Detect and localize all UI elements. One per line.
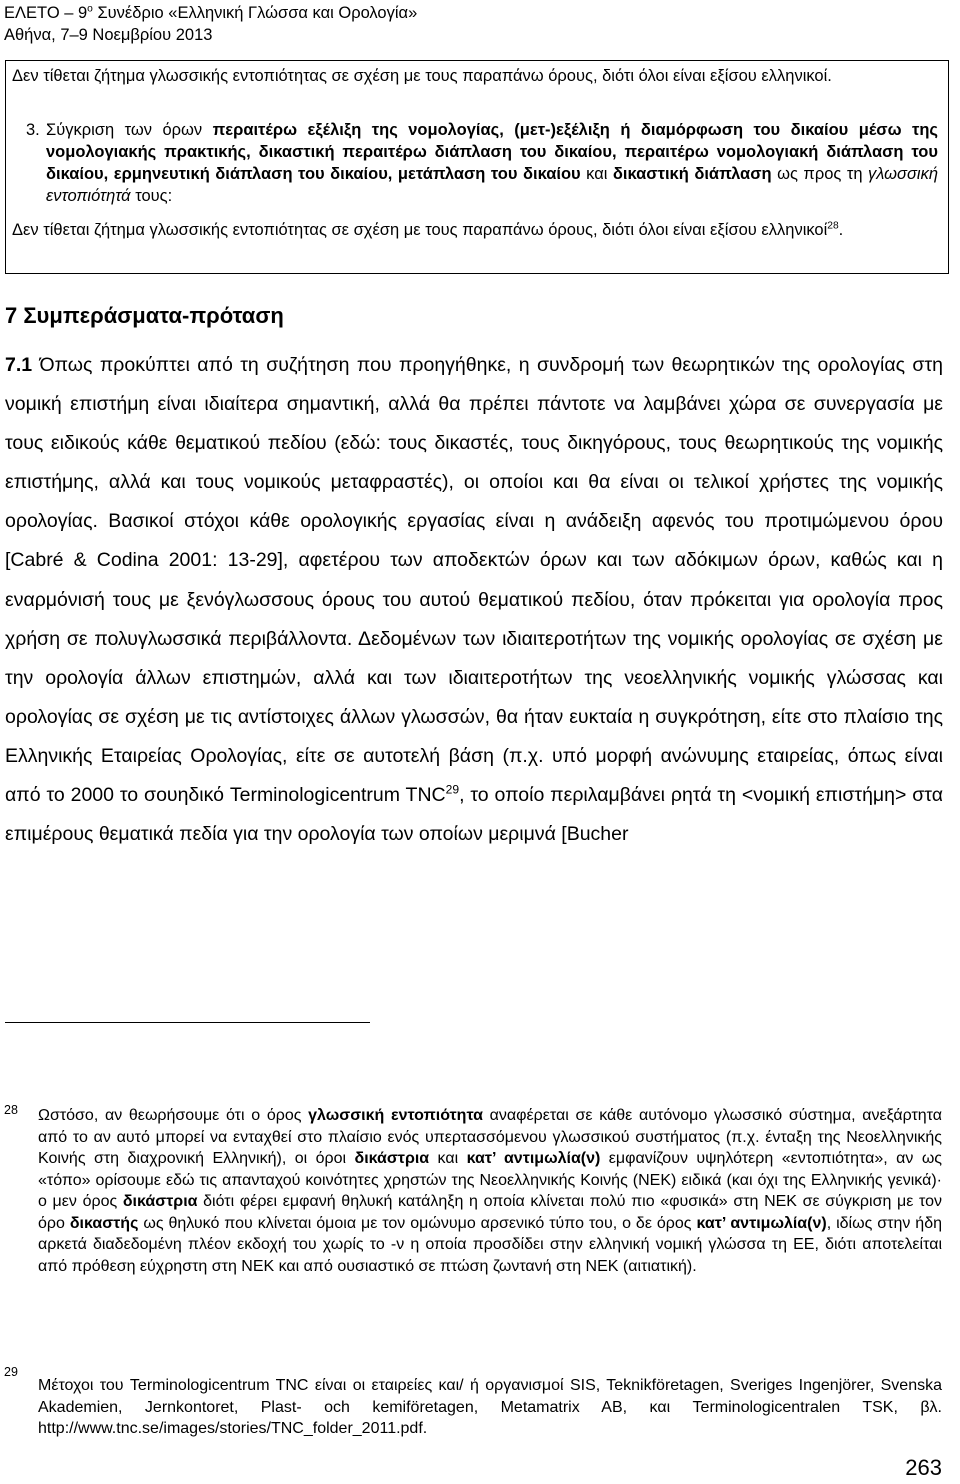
- header-conference: ΕΛΕΤΟ – $9^o$ Συνέδριο «Ελληνική Γλώσσα και Ορολογία»: [4, 3, 418, 22]
- footnote-separator: [5, 1022, 370, 1023]
- footnote-29-number: 29: [4, 1365, 18, 1379]
- footnote-ref-29[interactable]: 29: [445, 782, 460, 797]
- box-paragraph-3: Δεν τίθεται ζήτημα γλωσσικής εντοπιότητας σε σχέση με τους παραπάνω όρους, διότι όλοι είναι εξίσου ελληνικοί$^{28}$.: [12, 220, 844, 239]
- body-paragraph: 7.1 Όπως προκύπτει από τη συζήτηση που προηγήθηκε, η συνδρομή των θεωρητικών της ορολογίας στη νομική επιστήμη είναι ιδιαίτερα σημαντική, αλλά θα πρέπει πάντοτε να λαμβάνει χώρα σε συνεργασία με τους ειδικούς κάθε θεματικού πεδίου (εδώ: τους δικαστές, τους δικηγόρους, τους θεωρητικούς της νομικής επιστήμης, αλλά και τους νομικούς μεταφραστές), οι οποίοι και θα είναι οι τελικοί χρήστες της νομικής ορολογίας. Βασικοί στόχοι κάθε ορολογικής εργασίας είναι η ανάδειξη αφενός του προτιμώμενου όρου [Cabré & Codina 2001: 13-29], αφετέρου των αποδεκτών όρων και των αδόκιμων όρων, καθώς και η εναρμόνισή τους με ξενόγλωσσους όρους του αυτού θεματικού πεδίου, όταν πρόκειται για ορολογία προς χρήση σε πολυγλωσσικά περιβάλλοντα. Δεδομένων των ιδιαιτεροτήτων της νομικής ορολογίας σε σχέση με την ορολογία άλλων επιστημών, αλλά και των ιδιαιτεροτήτων της νεοελληνικής νομικής γλώσσας και ορολογίας σε σχέση με τις αντίστοιχες άλλων γλωσσών, θα ήταν ευκταία η συγκρότηση, είτε στο πλαίσιο της Ελληνικής Εταιρείας Ορολογίας, είτε σε αυτοτελή βάση (π.χ. υπό μορφή ανώνυμης εταιρείας, όπως είναι από το 2000 το σουηδικό Terminologicentrum TNC$^{29}$, το οποίο περιλαμβάνει ρητά τη <νομική επιστήμη> στα επιμέρους θεματικά πεδία για την ορολογία των οποίων μεριμνά [Bucher: [5, 354, 944, 846]
- box-paragraph-1: Δεν τίθεται ζήτημα γλωσσικής εντοπιότητας σε σχέση με τους παραπάνω όρους, διότι όλοι είναι εξίσου ελληνικοί.: [12, 67, 832, 85]
- section-heading: 7 Συμπεράσματα-πρόταση: [5, 303, 284, 328]
- header-date: Αθήνα, 7–9 Νοεμβρίου 2013: [4, 26, 213, 44]
- bordered-box: [5, 60, 949, 274]
- paragraph-number: 7.1: [5, 354, 33, 376]
- footnote-29: Μέτοχοι του Terminologicentrum TNC είναι οι εταιρείες και/ ή οργανισμοί SIS, Teknikföretagen, Sveriges Ingenjörer, Svenska Akademien, Jernkontoret, Plast- och kemiföretagen, Metamatrix AB, και Terminologicentralen TSK, βλ. http://www.tnc.se/images/stories/TNC_folder_2011.pdf.: [38, 1377, 942, 1437]
- list-number: 3.: [26, 121, 40, 139]
- footnote-ref-28[interactable]: 28: [827, 220, 839, 232]
- running-header: [4, 2, 417, 46]
- page-number: 263: [905, 1455, 942, 1480]
- footnote-28-number: 28: [4, 1103, 18, 1117]
- list-item-text: Σύγκριση των όρων περαιτέρω εξέλιξη της νομολογίας, (μετ-)εξέλιξη ή διαμόρφωση του δικαίου μέσω της νομολογιακής πρακτικής, δικαστική περαιτέρω διάπλαση του δικαίου, περαιτέρω νομολογιακή διάπλαση του δικαίου, ερμηνευτική διάπλαση του δικαίου, μετάπλαση του δικαίου και δικαστική διάπλαση ως προς τη γλωσσική εντοπιότητά τους:: [46, 121, 939, 205]
- footnote-28: Ωστόσο, αν θεωρήσουμε ότι ο όρος γλωσσική εντοπιότητα αναφέρεται σε κάθε αυτόνομο γλωσσικό σύστημα, ανεξάρτητα από το αν αυτό μπορεί να ενταχθεί στο πλαίσιο ενός υπερτασσόμενου γλωσσικού συστήματος (π.χ. ένταξη της Νεοελληνικής Κοινής στη διαχρονική Ελληνική), οι όροι δικάστρια και κατ’ αντιμωλία(ν) εμφανίζουν υψηλότερη «εντοπιότητα», αν ως «τόπο» ορίσουμε εδώ τις απανταχού κοινότητες χρηστών της Νεοελληνικής Κοινής (ΝΕΚ) ειδικά (και όχι της Ελληνικής γενικά)· ο μεν όρος δικάστρια διότι φέρει εμφανή θηλυκή κατάληξη η οποία κλίνεται πολύ πιο «φυσικά» στη ΝΕΚ σε σύγκριση με τον όρο δικαστής ως θηλυκό που κλίνεται όμοια με τον ομώνυμο αρσενικό τύπο του, ο δε όρος κατ’ αντιμωλία(ν), ιδίως στην ήδη αρκετά διαδεδομένη πλέον εκδοχή του χωρίς το -ν η οποία προσδίδει στην ελληνική νομική γλώσσα τη ΕΕ, διότι αποτελείται από πρόθεση εύχρηστη στη ΝΕΚ και από ουσιαστικό σε πτώση ζωντανή στη ΝΕΚ (αιτιατική).: [38, 1107, 943, 1275]
